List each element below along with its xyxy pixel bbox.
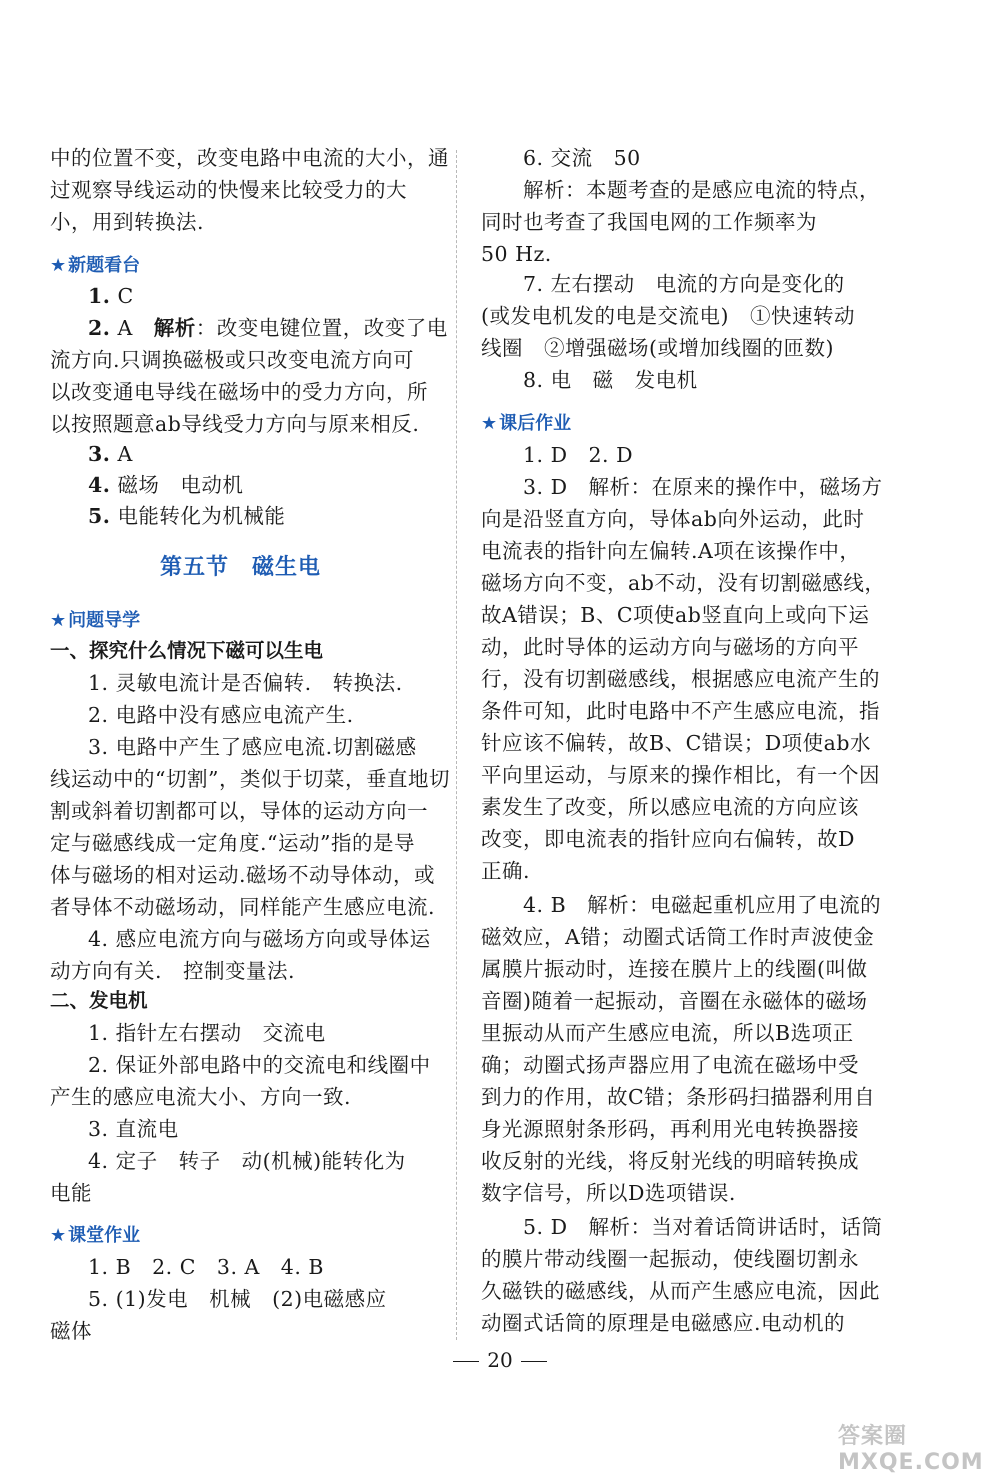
star-icon: ★	[481, 413, 498, 434]
intro-line: 中的位置不变，改变电路中电流的大小，通	[50, 146, 449, 170]
after-line: 收反射的光线，将反射光线的明暗转换成	[481, 1149, 859, 1173]
answer-line: 50 Hz.	[481, 242, 552, 266]
dash-right	[521, 1361, 547, 1362]
section-heading-guide: ★ 问题导学	[50, 610, 141, 631]
section-heading-class: ★ 课堂作业	[50, 1225, 141, 1246]
section-heading-new: ★ 新题看台	[50, 255, 141, 276]
guide-line: 线运动中的“切割”，类似于切菜，垂直地切	[50, 767, 450, 791]
answer-line: 1. C	[88, 284, 134, 308]
intro-line: 小，用到转换法.	[50, 210, 205, 234]
guide-line: 动方向有关. 控制变量法.	[50, 959, 296, 983]
after-line: 故A错误；B、C项使ab竖直向上或向下运	[481, 603, 870, 627]
guide-line: 者导体不动磁场动，同样能产生感应电流.	[50, 895, 436, 919]
page-number: 20	[0, 1345, 1000, 1375]
after-line: 属膜片振动时，连接在膜片上的线圈(叫做	[481, 957, 868, 981]
answer-line: 流方向.只调换磁极或只改变电流方向可	[50, 348, 415, 372]
answer-line: (或发电机发的电是交流电) ①快速转动	[481, 304, 855, 328]
after-line: 的膜片带动线圈一起振动，使线圈切割永	[481, 1247, 859, 1271]
intro-line: 过观察导线运动的快慢来比较受力的大	[50, 178, 407, 202]
subheading: 二、发电机	[50, 989, 148, 1012]
after-line: 音圈)随着一起振动，音圈在永磁体的磁场	[481, 989, 868, 1013]
after-line: 磁场方向不变，ab不动，没有切割磁感线，	[481, 571, 886, 595]
guide-line: 2. 电路中没有感应电流产生.	[88, 703, 354, 727]
guide-line: 4. 定子 转子 动(机械)能转化为	[88, 1149, 406, 1173]
guide-line: 1. 指针左右摆动 交流电	[88, 1021, 326, 1045]
star-icon: ★	[50, 610, 67, 631]
answer-line: 3. A	[88, 442, 133, 466]
after-line: 到力的作用，故C错；条形码扫描器利用自	[481, 1085, 876, 1109]
after-line: 久磁铁的磁感线，从而产生感应电流，因此	[481, 1279, 880, 1303]
answer-line: 2. A 解析：改变电键位置，改变了电	[88, 316, 448, 340]
answer-line: 以按照题意ab导线受力方向与原来相反.	[50, 412, 420, 436]
after-line: 电流表的指针向左偏转.A项在该操作中，	[481, 539, 861, 563]
star-icon: ★	[50, 1225, 67, 1246]
class-line: 1. B 2. C 3. A 4. B	[88, 1255, 324, 1279]
watermark-text: 答案圈 MXQE.COM	[838, 1424, 984, 1475]
answer-line: 5. 电能转化为机械能	[88, 504, 286, 528]
after-line: 数字信号，所以D选项错误.	[481, 1181, 736, 1205]
guide-line: 产生的感应电流大小、方向一致.	[50, 1085, 352, 1109]
answer-line: 线圈 ②增强磁场(或增加线圈的匝数)	[481, 336, 834, 360]
after-line: 条件可知，此时电路中不产生感应电流，指	[481, 699, 880, 723]
answer-line: 6. 交流 50	[523, 146, 641, 170]
after-line: 针应该不偏转，故B、C错误；D项使ab水	[481, 731, 872, 755]
after-line: 行，没有切割磁感线，根据感应电流产生的	[481, 667, 880, 691]
answer-line: 4. 磁场 电动机	[88, 473, 244, 497]
guide-line: 2. 保证外部电路中的交流电和线圈中	[88, 1053, 431, 1077]
answer-line: 7. 左右摆动 电流的方向是变化的	[523, 272, 845, 296]
class-line: 磁体	[50, 1319, 92, 1343]
after-line: 里振动从而产生感应电流，所以B选项正	[481, 1021, 854, 1045]
after-line: 1. D 2. D	[523, 443, 634, 467]
chapter-title: 第五节 磁生电	[160, 555, 322, 580]
subheading: 一、探究什么情况下磁可以生电	[50, 639, 324, 662]
guide-line: 1. 灵敏电流计是否偏转. 转换法.	[88, 671, 403, 695]
after-line: 身光源照射条形码，再利用光电转换器接	[481, 1117, 859, 1141]
column-divider	[456, 150, 457, 1340]
answer-line: 同时也考查了我国电网的工作频率为	[481, 210, 817, 234]
after-line: 平向里运动，与原来的操作相比，有一个因	[481, 763, 880, 787]
answer-line: 8. 电 磁 发电机	[523, 368, 698, 392]
after-line: 动圈式话筒的原理是电磁感应.电动机的	[481, 1311, 846, 1335]
guide-line: 3. 电路中产生了感应电流.切割磁感	[88, 735, 417, 759]
section-heading-after: ★ 课后作业	[481, 413, 572, 434]
guide-line: 定与磁感线成一定角度.“运动”指的是导	[50, 831, 415, 855]
after-line: 素发生了改变，所以感应电流的方向应该	[481, 795, 859, 819]
after-line: 向是沿竖直方向，导体ab向外运动，此时	[481, 507, 865, 531]
after-line: 3. D 解析：在原来的操作中，磁场方	[523, 475, 883, 499]
star-icon: ★	[50, 255, 67, 276]
after-line: 动，此时导体的运动方向与磁场的方向平	[481, 635, 859, 659]
after-line: 磁效应，A错；动圈式话筒工作时声波使金	[481, 925, 875, 949]
guide-line: 割或斜着切割都可以，导体的运动方向一	[50, 799, 428, 823]
answer-line: 以改变通电导线在磁场中的受力方向，所	[50, 380, 428, 404]
guide-line: 4. 感应电流方向与磁场方向或导体运	[88, 927, 431, 951]
answer-line: 解析：本题考查的是感应电流的特点，	[523, 178, 880, 202]
guide-line: 3. 直流电	[88, 1117, 179, 1141]
class-line: 5. (1)发电 机械 (2)电磁感应	[88, 1287, 387, 1311]
after-line: 确；动圈式扬声器应用了电流在磁场中受	[481, 1053, 859, 1077]
guide-line: 体与磁场的相对运动.磁场不动导体动，或	[50, 863, 436, 887]
after-line: 4. B 解析：电磁起重机应用了电流的	[523, 893, 882, 917]
watermark-logo	[838, 1395, 988, 1475]
guide-line: 电能	[50, 1181, 92, 1205]
dash-left	[453, 1361, 479, 1362]
after-line: 5. D 解析：当对着话筒讲话时，话筒	[523, 1215, 883, 1239]
after-line: 改变，即电流表的指针应向右偏转，故D	[481, 827, 855, 851]
after-line: 正确.	[481, 859, 531, 883]
